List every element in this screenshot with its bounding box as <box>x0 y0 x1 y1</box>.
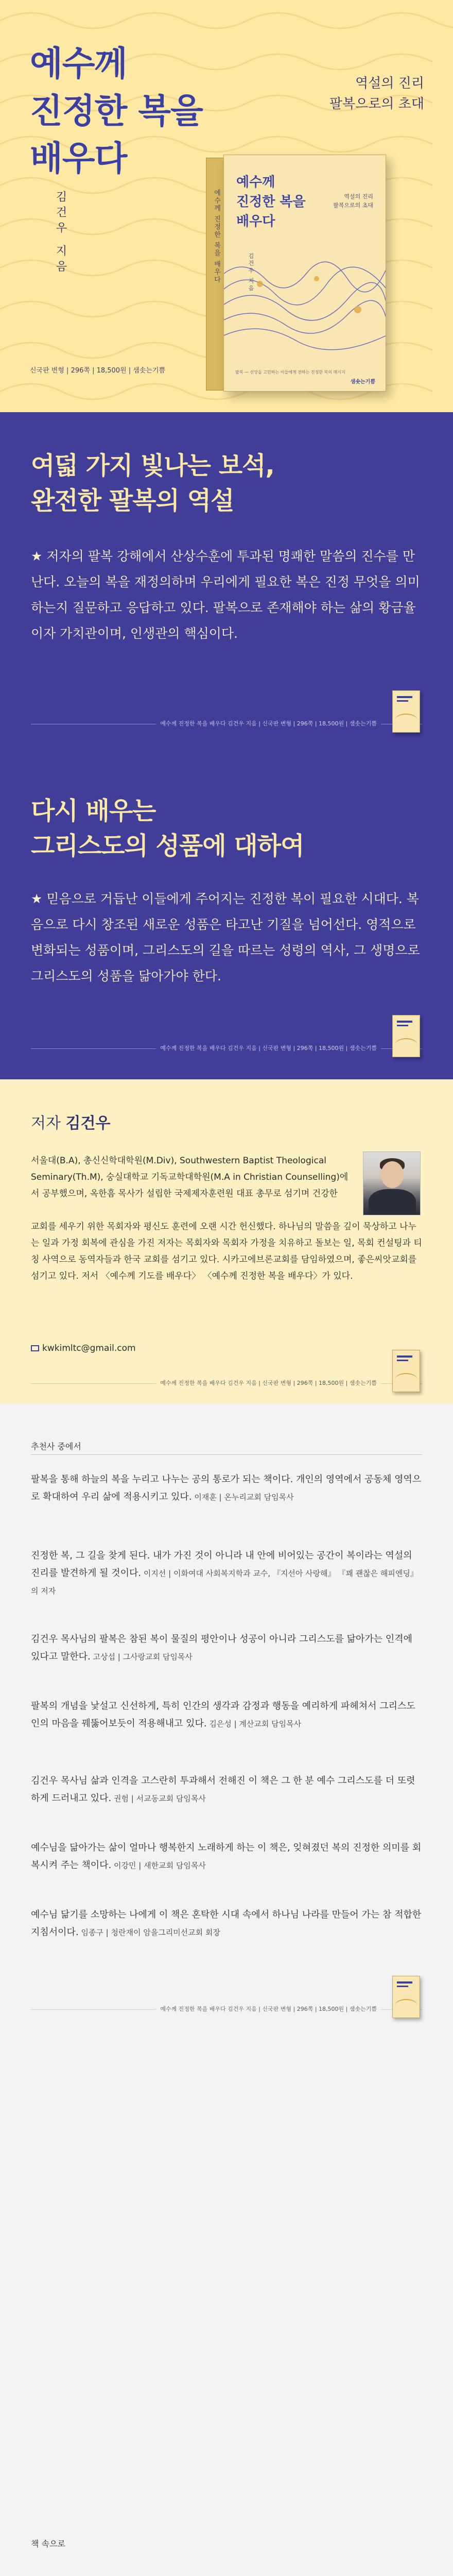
author-name: 김건우 <box>65 1114 111 1132</box>
section-character-body: ★ 믿음으로 거듭난 이들에게 주어지는 진정한 복이 필요한 시대다. 복음으로 다시 창조된 새로운 성품은 타고난 기질을 넘어선다. 영적으로 변화되는 성품이며, 그리스도의 길을 따르는 성령의 역사, 그 생명으로 그리스도의 성품을 닮아가야 한다. <box>31 891 420 984</box>
section-character-title-line-2: 그리스도의 성품에 대하여 <box>31 832 304 860</box>
book-cover-author: 김건우 지음 <box>248 253 254 293</box>
footer-book-thumbnail <box>392 1350 420 1392</box>
hero-title-line-2: 진정한 복을 <box>30 91 203 131</box>
author-section <box>0 1079 453 1404</box>
author-label <box>31 1110 110 1133</box>
book-cover-subtitle: 역설의 진리 팔복으로의 초대 <box>333 193 373 209</box>
recommendation-text: 팔복을 통해 하늘의 복을 누리고 나누는 공의 통로가 되는 책이다. 개인의 영역에서 공동체 영역으로 확대하여 우리 삶에 적용시키고 있다. <box>31 1474 422 1502</box>
recommendation-item <box>31 1839 422 1874</box>
recommendation-item <box>31 1631 422 1666</box>
recommendation-item <box>31 1547 422 1600</box>
author-bio-part-2: 교회를 세우기 위한 목회자와 평신도 훈련에 오랜 시간 헌신했다. 하나님의 말씀을 깊이 묵상하고 나누는 일과 가정 회복에 관심을 가진 저자는 목회자와 목회자 가정을 치유하고 돌보는 일, 목회 컨설팅과 티칭 사역으로 동역자들과 한국 교회를 섬기고 있다. 시카고에브론교회를 담임하였으며, 좋은씨앗교회를 섬기고 있다. 저서 〈예수께 기도를 배우다〉 〈예수께 진정한 복을 배우다〉가 있다. <box>31 1222 422 1281</box>
recommendation-author: 이지선 | 이화여대 사회복지학과 교수, 『지선아 사랑해』 『꽤 괜찮은 해피엔딩』 의 저자 <box>31 1569 418 1596</box>
recommendation-author: 이강민 | 새한교회 담임목사 <box>111 1861 206 1870</box>
section-paradox-title-line-1: 여덟 가지 빛나는 보석, <box>31 451 274 480</box>
section-character-title-line-1: 다시 배우는 <box>31 796 156 825</box>
recommendation-author: 권험 | 서교동교회 담임목사 <box>111 1794 206 1803</box>
recommendation-item <box>31 1471 422 1506</box>
book-image <box>206 155 386 392</box>
author-email-address[interactable]: kwkimltc@gmail.com <box>42 1343 136 1353</box>
section-paradox-title-line-2: 완전한 팔복의 역설 <box>31 486 234 515</box>
recommendation-item <box>31 1772 422 1807</box>
hero-title-line-3: 배우다 <box>30 139 127 178</box>
author-label-prefix: 저자 <box>31 1114 66 1132</box>
recommendation-text: 김건우 목사님 삶과 인격을 고스란히 투과해서 전해진 이 책은 그 한 분 예수 그리스도를 더 또렷하게 드러내고 있다. <box>31 1775 415 1804</box>
section-paradox-body: ★ 저자의 팔복 강해에서 산상수훈에 투과된 명쾌한 말씀의 진수를 만난다. 오늘의 복을 재정의하며 우리에게 필요한 복은 진정 무엇을 의미하는지 질문하고 응답하고 있다. 팔복으로 존재해야 하는 삶의 황금율이자 가치관이며, 인생관의 핵심이다. <box>31 549 420 641</box>
footer-book-info: 예수께 진정한 복을 배우다 김건우 지음 | 신국판 변형 | 296쪽 | 18,500원 | 샘솟는기쁨 <box>156 1379 381 1387</box>
recommendations-heading: 추천사 중에서 <box>31 1440 81 1452</box>
author-photo <box>363 1151 421 1215</box>
hero-author: 김건우 지음 <box>54 191 67 276</box>
hero-tagline-line-1: 역설의 진리 <box>355 76 424 91</box>
recommendation-author: 임종구 | 청란재이 암을그리미선교회 회장 <box>78 1928 220 1937</box>
section-paradox <box>0 412 453 747</box>
hero-tagline <box>329 73 424 114</box>
book-spine <box>206 158 224 391</box>
section-character-footer <box>0 1036 453 1062</box>
hero-title-line-1: 예수께 <box>30 44 127 83</box>
inside-book-label: 책 속으로 <box>31 2539 65 2549</box>
recommendation-author: 이재훈 | 온누리교회 담임목사 <box>191 1493 294 1502</box>
hero-publication-info: 신국판 변형 | 296쪽 | 18,500원 | 샘솟는기쁨 <box>30 367 166 375</box>
footer-book-thumbnail <box>392 1976 420 2018</box>
publisher-logo: 샘솟는기쁨 <box>350 379 375 385</box>
recommendation-text: 팔복의 개념을 낯설고 신선하게, 특히 인간의 생각과 감정과 행동을 예리하게 파헤쳐서 그리스도인의 마음을 꿰뚫어보듯이 적용해내고 있다. <box>31 1701 415 1729</box>
recommendation-text: 예수님을 닮아가는 삶이 얼마나 행복한지 노래하게 하는 이 책은, 잊혀졌던 복의 진정한 의미를 회복시켜 주는 책이다. <box>31 1842 422 1871</box>
recommendation-item <box>31 1698 422 1733</box>
recommendation-text: 진정한 복, 그 길을 찾게 된다. 내가 가진 것이 아니라 내 안에 비어있는 공간이 복이라는 역설의 진리를 발견하게 될 것이다. <box>31 1550 412 1579</box>
footer-book-thumbnail <box>392 1015 420 1057</box>
section-character-title <box>31 793 304 863</box>
mail-icon <box>31 1345 39 1351</box>
recommendation-text: 예수님 닮기를 소망하는 나에게 이 책은 혼탁한 시대 속에서 하나님 나라를 만들어 가는 참 적합한 지침서이다. <box>31 1909 422 1938</box>
recommendations-footer <box>0 1996 453 2023</box>
author-bio-part-1: 서울대(B.A), 총신신학대학원(M.Div), Southwestern Baptist Theological Seminary(Th.M), 숭실대학교 기독교학대학원(M.A in Christian Counselling)에서 공부했으며, 옥한흠 목사가 설립한 국제제자훈련원 대표 총무로 섬기며 건강한 <box>31 1156 349 1199</box>
book-cover-blurb: 팔복 — 신앙을 고민하는 이들에게 전하는 진정한 복의 메시지 <box>235 370 345 375</box>
recommendation-text: 김건우 목사님의 팔복은 참된 복이 물질의 평안이나 성공이 아니라 그리스도를 닮아가는 인격에 있다고 말한다. <box>31 1634 413 1662</box>
section-character <box>0 747 453 1079</box>
footer-book-info: 예수께 진정한 복을 배우다 김건우 지음 | 신국판 변형 | 296쪽 | 18,500원 | 샘솟는기쁨 <box>156 1044 381 1052</box>
book-cover <box>223 155 386 392</box>
recommendation-author: 김은성 | 계산교회 담임목사 <box>206 1719 302 1728</box>
book-cover-title: 예수께 진정한 복을 배우다 <box>236 175 306 229</box>
section-paradox-footer <box>0 711 453 738</box>
recommendations-section <box>0 1404 453 2460</box>
author-email[interactable] <box>31 1343 136 1353</box>
recommendation-author: 고상섭 | 그사랑교회 담임목사 <box>90 1652 193 1662</box>
hero-tagline-line-2: 팔복으로의 초대 <box>329 96 424 112</box>
footer-book-info: 예수께 진정한 복을 배우다 김건우 지음 | 신국판 변형 | 296쪽 | 18,500원 | 샘솟는기쁨 <box>156 719 381 727</box>
hero-section <box>0 0 453 412</box>
recommendation-item <box>31 1906 422 1941</box>
book-spine-title: 예수께 진정한 복을 배우다 <box>213 189 220 284</box>
section-paradox-title <box>31 448 274 518</box>
author-footer <box>0 1370 453 1397</box>
footer-book-info: 예수께 진정한 복을 배우다 김건우 지음 | 신국판 변형 | 296쪽 | 18,500원 | 샘솟는기쁨 <box>156 2005 381 2013</box>
inside-book-section <box>0 2460 453 2576</box>
footer-book-thumbnail <box>392 690 420 733</box>
